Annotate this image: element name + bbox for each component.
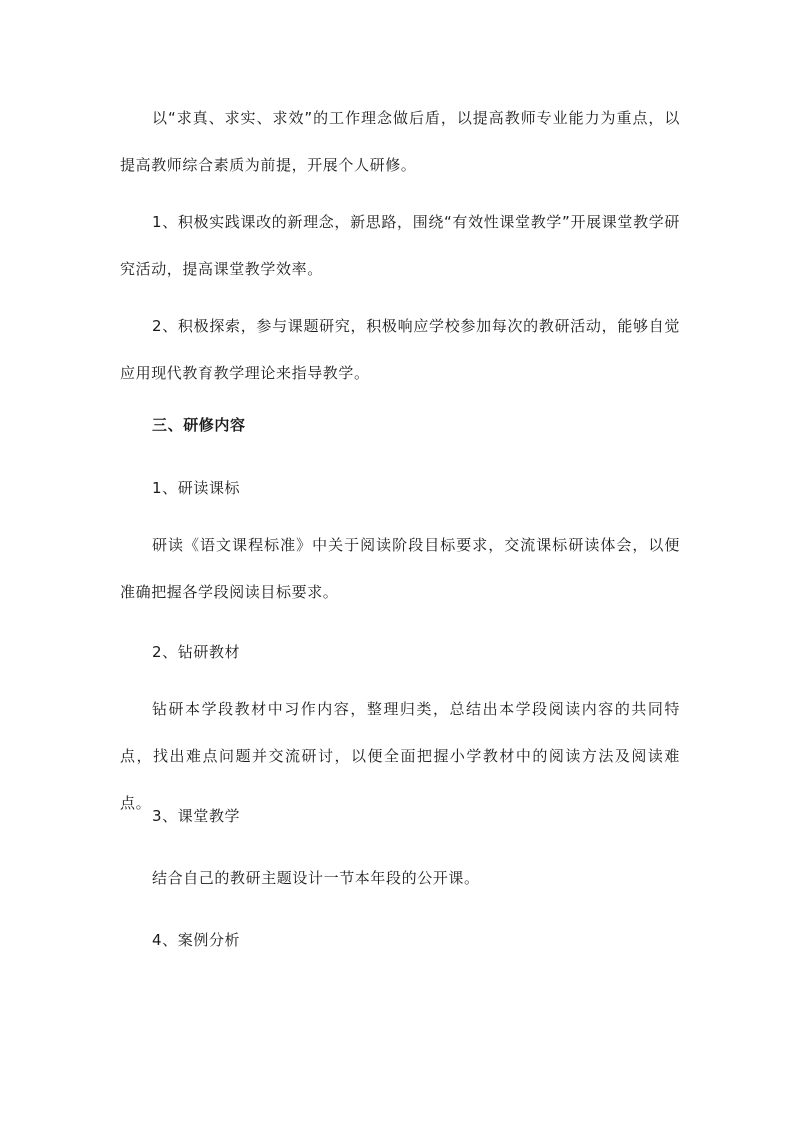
paragraph-goal-2: 2、积极探索，参与课题研究，积极响应学校参加每次的教研活动，能够自觉应用现代教育教学理论来指导教学。 (120, 317, 680, 382)
paragraph-intro: 以“求真、求实、求效”的工作理念做后盾，以提高教师专业能力为重点，以提高教师综合素质为前提，开展个人研修。 (120, 109, 680, 174)
paragraph-goal-1: 1、积极实践课改的新理念，新思路，围绕“有效性课堂教学”开展课堂教学研究活动，提高课堂教学效率。 (120, 213, 680, 278)
paragraph-classroom-teaching: 结合自己的教研主题设计一节本年段的公开课。 (152, 869, 480, 887)
subheading-classroom-teaching: 3、课堂教学 (152, 807, 241, 825)
subheading-case-analysis: 4、案例分析 (152, 931, 241, 949)
subheading-study-textbooks: 2、钻研教材 (152, 643, 241, 661)
section-heading-research-content: 三、研修内容 (152, 416, 246, 434)
subheading-study-standards: 1、研读课标 (152, 479, 241, 497)
paragraph-study-textbooks: 钻研本学段教材中习作内容，整理归类，总结出本学段阅读内容的共同特点，找出难点问题并交流研讨，以便全面把握小学教材中的阅读方法及阅读难点。 (120, 700, 680, 812)
paragraph-study-standards: 研读《语文课程标准》中关于阅读阶段目标要求，交流课标研读体会，以便准确把握各学段阅读目标要求。 (120, 536, 680, 601)
